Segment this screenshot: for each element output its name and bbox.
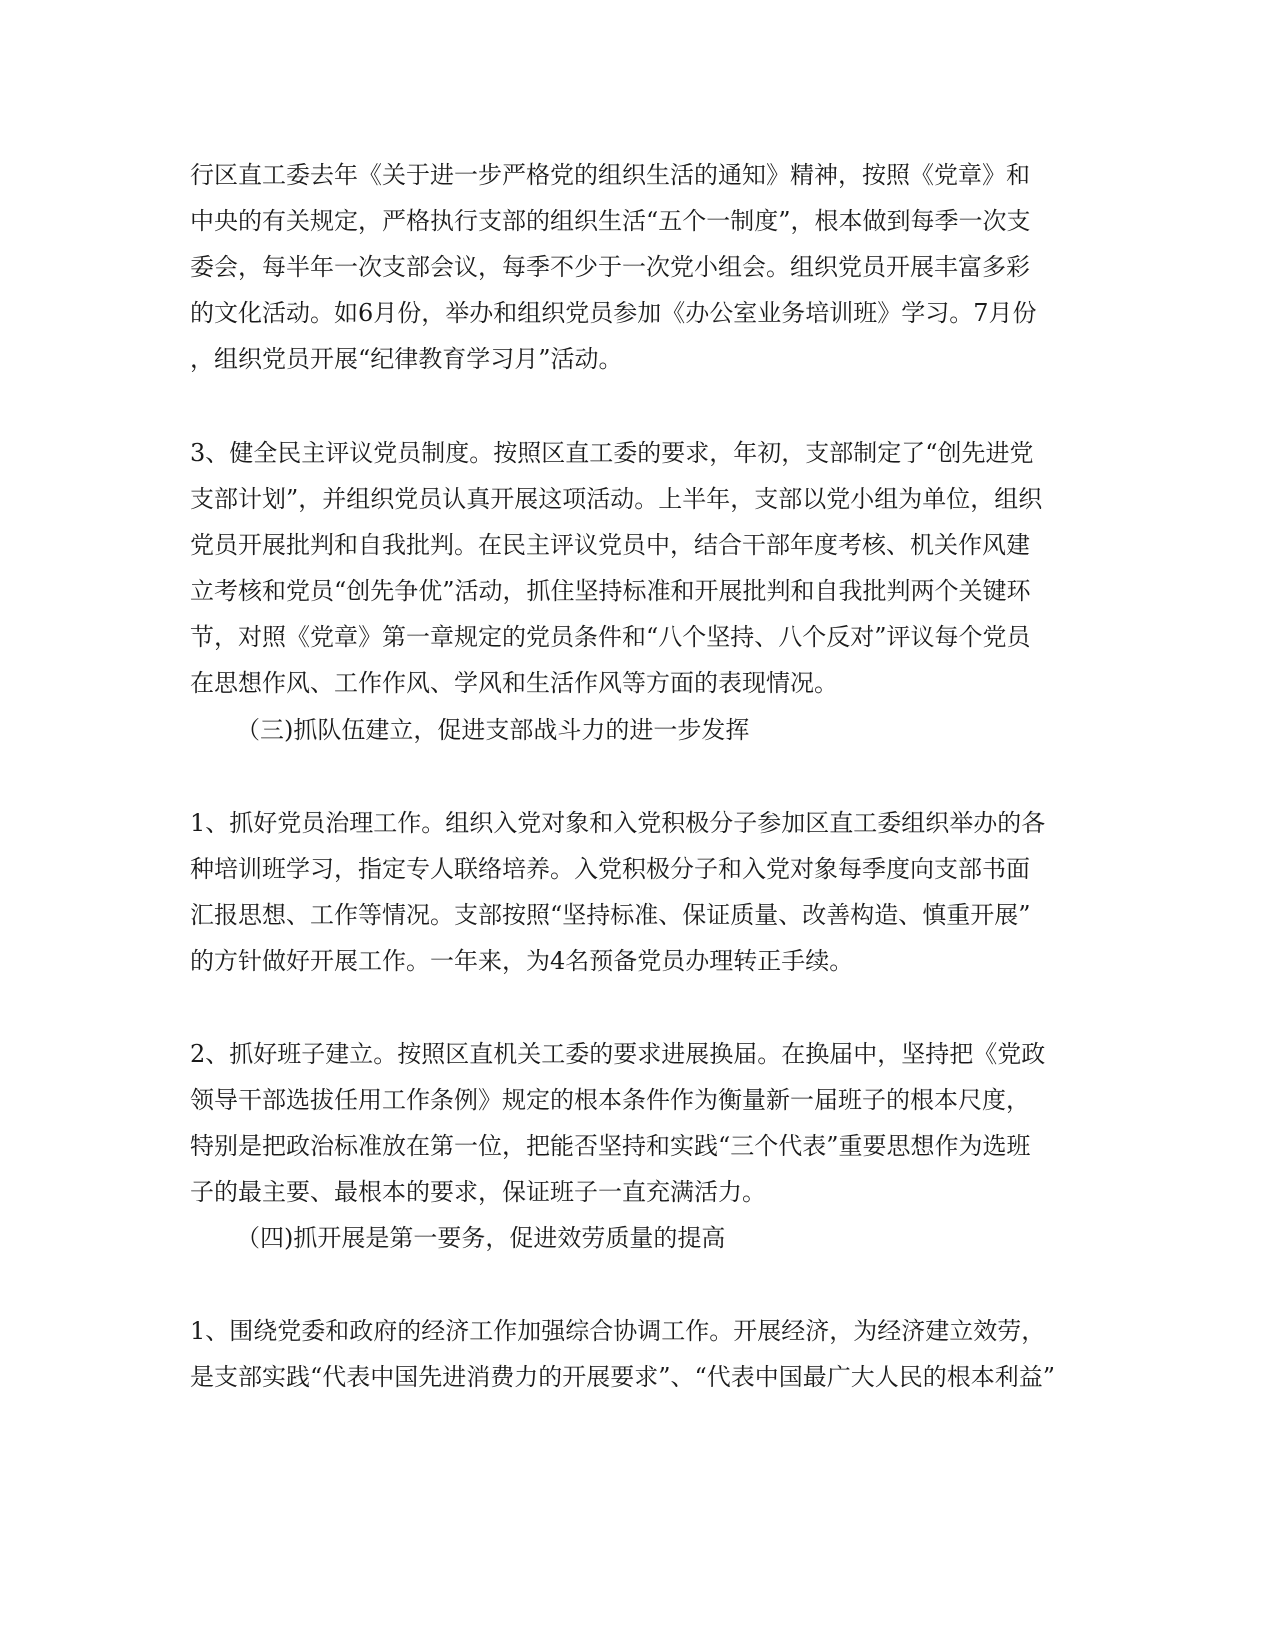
text-line: 3、健全民主评议党员制度。按照区直工委的要求，年初，支部制定了“创先进党 [190,439,1034,467]
text-line: 种培训班学习，指定专人联络培养。入党积极分子和入党对象每季度向支部书面 [190,855,1030,883]
text-line: 特别是把政治标准放在第一位，把能否坚持和实践“三个代表”重要思想作为选班 [190,1132,1031,1160]
text-line: 在思想作风、工作作风、学风和生活作风等方面的表现情况。 [190,669,838,697]
section-heading: （三)抓队伍建立，促进支部战斗力的进一步发挥 [236,716,750,744]
text-line: 1、抓好党员治理工作。组织入党对象和入党积极分子参加区直工委组织举办的各 [190,809,1046,837]
text-line: 节，对照《党章》第一章规定的党员条件和“八个坚持、八个反对”评议每个党员 [190,623,1031,651]
text-line: 中央的有关规定，严格执行支部的组织生活“五个一制度”，根本做到每季一次支 [190,207,1031,235]
text-line: 是支部实践“代表中国先进消费力的开展要求”、“代表中国最广大人民的根本利益” [190,1363,1056,1391]
text-line: 的方针做好开展工作。一年来，为4名预备党员办理转正手续。 [190,947,854,975]
text-line: 领导干部选拔任用工作条例》规定的根本条件作为衡量新一届班子的根本尺度， [190,1086,1030,1114]
text-line: 支部计划”，并组织党员认真开展这项活动。上半年，支部以党小组为单位，组织 [190,485,1043,513]
text-line: 委会，每半年一次支部会议，每季不少于一次党小组会。组织党员开展丰富多彩 [190,253,1030,281]
text-line: 子的最主要、最根本的要求，保证班子一直充满活力。 [190,1178,766,1206]
text-line: 党员开展批判和自我批判。在民主评议党员中，结合干部年度考核、机关作风建 [190,531,1030,559]
text-line: 的文化活动。如6月份，举办和组织党员参加《办公室业务培训班》学习。7月份 [190,299,1037,327]
text-line: 汇报思想、工作等情况。支部按照“坚持标准、保证质量、改善构造、慎重开展” [190,901,1031,929]
text-line: 2、抓好班子建立。按照区直机关工委的要求进展换届。在换届中，坚持把《党政 [190,1040,1046,1068]
section-heading: （四)抓开展是第一要务，促进效劳质量的提高 [236,1224,726,1252]
text-line: 行区直工委去年《关于进一步严格党的组织生活的通知》精神，按照《党章》和 [190,161,1030,189]
text-line: 立考核和党员“创先争优”活动，抓住坚持标准和开展批判和自我批判两个关键环 [190,577,1031,605]
text-line: 1、围绕党委和政府的经济工作加强综合协调工作。开展经济，为经济建立效劳， [190,1317,1046,1345]
text-line: ，组织党员开展“纪律教育学习月”活动。 [190,345,623,373]
